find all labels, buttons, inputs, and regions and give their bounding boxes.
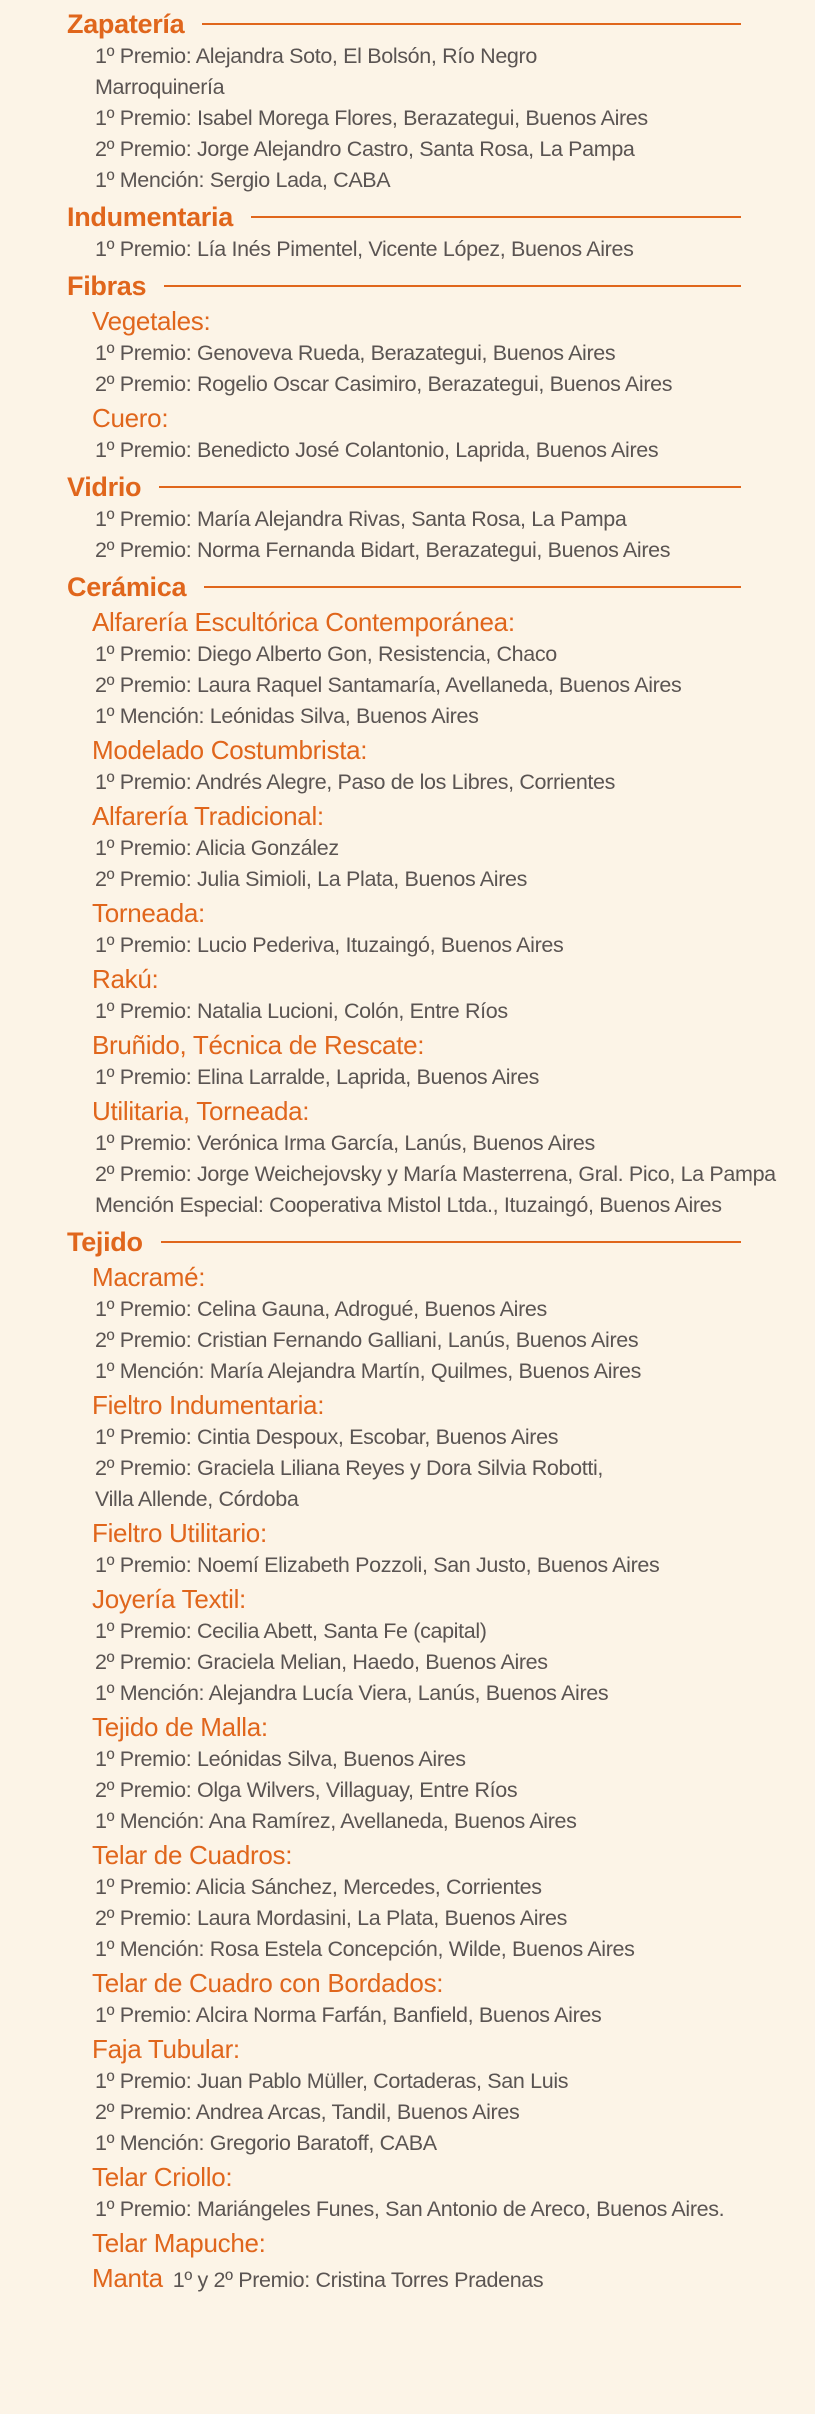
award-line: 1º Mención: Sergio Lada, CABA <box>95 168 391 192</box>
award-line: 1º Premio: Alicia Sánchez, Mercedes, Corrientes <box>95 1875 542 1899</box>
divider-line <box>164 285 741 287</box>
award-line: 2º Premio: Cristian Fernando Galliani, Lanús, Buenos Aires <box>95 1328 639 1352</box>
divider-line <box>159 486 741 488</box>
award-line: 1º Premio: Mariángeles Funes, San Antonio de Areco, Buenos Aires. <box>95 2197 725 2221</box>
divider-line <box>202 23 741 25</box>
award-line: 1º Mención: Leónidas Silva, Buenos Aires <box>95 704 479 728</box>
divider-line <box>251 216 741 218</box>
award-line: 2º Premio: Graciela Liliana Reyes y Dora Silvia Robotti, <box>95 1456 604 1480</box>
subcategory-title: Alfarería Tradicional: <box>92 801 324 831</box>
award-line: 2º Premio: Laura Raquel Santamaría, Avellaneda, Buenos Aires <box>95 673 682 697</box>
category-indumentaria <box>67 200 765 234</box>
award-line: 2º Premio: Jorge Alejandro Castro, Santa Rosa, La Pampa <box>95 137 635 161</box>
award-line: 1º Premio: Diego Alberto Gon, Resistencia, Chaco <box>95 642 557 666</box>
category-ceramica <box>67 570 765 604</box>
subcategory-title: Telar Criollo: <box>92 2162 233 2192</box>
award-line: 2º Premio: Rogelio Oscar Casimiro, Berazategui, Buenos Aires <box>95 372 673 396</box>
award-line: 1º Premio: Lucio Pederiva, Ituzaingó, Buenos Aires <box>95 933 564 957</box>
subcategory-title: Tejido de Malla: <box>92 1712 268 1742</box>
category-vidrio <box>67 470 765 504</box>
award-line: 1º Premio: Isabel Morega Flores, Berazategui, Buenos Aires <box>95 106 648 130</box>
award-line: 2º Premio: Laura Mordasini, La Plata, Buenos Aires <box>95 1906 567 1930</box>
subcategory-title: Utilitaria, Torneada: <box>92 1096 310 1126</box>
award-line: 1º Premio: Genoveva Rueda, Berazategui, Buenos Aires <box>95 341 616 365</box>
award-line: 2º Premio: Julia Simioli, La Plata, Buenos Aires <box>95 867 528 891</box>
subcategory-title: Telar de Cuadros: <box>92 1840 293 1870</box>
award-line: 1º Premio: María Alejandra Rivas, Santa Rosa, La Pampa <box>95 507 627 531</box>
award-line: 2º Premio: Jorge Weichejovsky y María Masterrena, Gral. Pico, La Pampa <box>95 1162 776 1186</box>
award-line: 2º Premio: Norma Fernanda Bidart, Berazategui, Buenos Aires <box>95 538 671 562</box>
subcategory-title: Fieltro Utilitario: <box>92 1518 267 1548</box>
category-fibras <box>67 269 765 303</box>
award-line: 1º Premio: Cecilia Abett, Santa Fe (capital) <box>95 1619 487 1643</box>
award-line: 1º Premio: Leónidas Silva, Buenos Aires <box>95 1747 466 1771</box>
category-title: Vidrio <box>67 472 142 502</box>
category-title: Tejido <box>67 1227 143 1257</box>
award-line: 1º Mención: Rosa Estela Concepción, Wilde, Buenos Aires <box>95 1937 635 1961</box>
subcategory-title: Alfarería Escultórica Contemporánea: <box>92 607 515 637</box>
award-line: 1º Premio: Celina Gauna, Adrogué, Buenos Aires <box>95 1297 547 1321</box>
subcategory-title: Bruñido, Técnica de Rescate: <box>92 1030 425 1060</box>
award-line: 1º Premio: Alcira Norma Farfán, Banfield, Buenos Aires <box>95 2003 602 2027</box>
award-line: 1º Premio: Alejandra Soto, El Bolsón, Río Negro <box>95 44 537 68</box>
award-line: 1º Premio: Cintia Despoux, Escobar, Buenos Aires <box>95 1425 559 1449</box>
award-line: Mención Especial: Cooperativa Mistol Ltda., Ituzaingó, Buenos Aires <box>95 1193 722 1217</box>
award-line: Marroquinería <box>95 75 225 99</box>
award-line: 1º Premio: Benedicto José Colantonio, Laprida, Buenos Aires <box>95 438 659 462</box>
award-line: 1º Premio: Noemí Elizabeth Pozzoli, San Justo, Buenos Aires <box>95 1553 660 1577</box>
subcategory-title: Modelado Costumbrista: <box>92 735 368 765</box>
award-line: 2º Premio: Graciela Melian, Haedo, Buenos Aires <box>95 1650 548 1674</box>
subcategory-title: Manta <box>92 2263 163 2293</box>
subcategory-title: Cuero: <box>92 403 169 433</box>
subcategory-title: Macramé: <box>92 1262 206 1292</box>
subcategory-title: Joyería Textil: <box>92 1584 246 1614</box>
subcategory-title: Telar Mapuche: <box>92 2228 266 2258</box>
award-line: 1º Premio: Alicia González <box>95 836 339 860</box>
award-line: 1º Mención: Gregorio Baratoff, CABA <box>95 2131 437 2155</box>
category-title: Indumentaria <box>67 202 233 232</box>
category-title: Fibras <box>67 271 147 301</box>
subcategory-title: Torneada: <box>92 898 205 928</box>
divider-line <box>204 586 741 588</box>
subcategory-title: Fieltro Indumentaria: <box>92 1390 325 1420</box>
award-line: 1º Premio: Andrés Alegre, Paso de los Libres, Corrientes <box>95 770 616 794</box>
category-title: Cerámica <box>67 572 187 602</box>
award-line: 1º Mención: María Alejandra Martín, Quilmes, Buenos Aires <box>95 1359 641 1383</box>
award-line: Villa Allende, Córdoba <box>95 1487 299 1511</box>
award-line: 2º Premio: Andrea Arcas, Tandil, Buenos Aires <box>95 2100 520 2124</box>
subcategory-title: Vegetales: <box>92 306 211 336</box>
award-line: 1º y 2º Premio: Cristina Torres Pradenas <box>172 2268 544 2292</box>
award-line: 1º Mención: Alejandra Lucía Viera, Lanús, Buenos Aires <box>95 1681 609 1705</box>
award-line: 1º Premio: Natalia Lucioni, Colón, Entre Ríos <box>95 999 508 1023</box>
award-line: 1º Premio: Verónica Irma García, Lanús, Buenos Aires <box>95 1131 595 1155</box>
subcategory-title: Rakú: <box>92 964 159 994</box>
subcategory-title: Faja Tubular: <box>92 2034 240 2064</box>
category-title: Zapatería <box>67 9 185 39</box>
award-line: 1º Premio: Elina Larralde, Laprida, Buenos Aires <box>95 1065 540 1089</box>
manta-row <box>92 2262 765 2296</box>
subcategory-title: Telar de Cuadro con Bordados: <box>92 1968 444 1998</box>
award-line: 1º Premio: Lía Inés Pimentel, Vicente López, Buenos Aires <box>95 237 634 261</box>
divider-line <box>161 1241 741 1243</box>
award-line: 1º Mención: Ana Ramírez, Avellaneda, Buenos Aires <box>95 1809 577 1833</box>
category-tejido <box>67 1225 765 1259</box>
category-zapateria <box>67 7 765 41</box>
award-line: 2º Premio: Olga Wilvers, Villaguay, Entre Ríos <box>95 1778 518 1802</box>
award-line: 1º Premio: Juan Pablo Müller, Cortaderas, San Luis <box>95 2069 569 2093</box>
